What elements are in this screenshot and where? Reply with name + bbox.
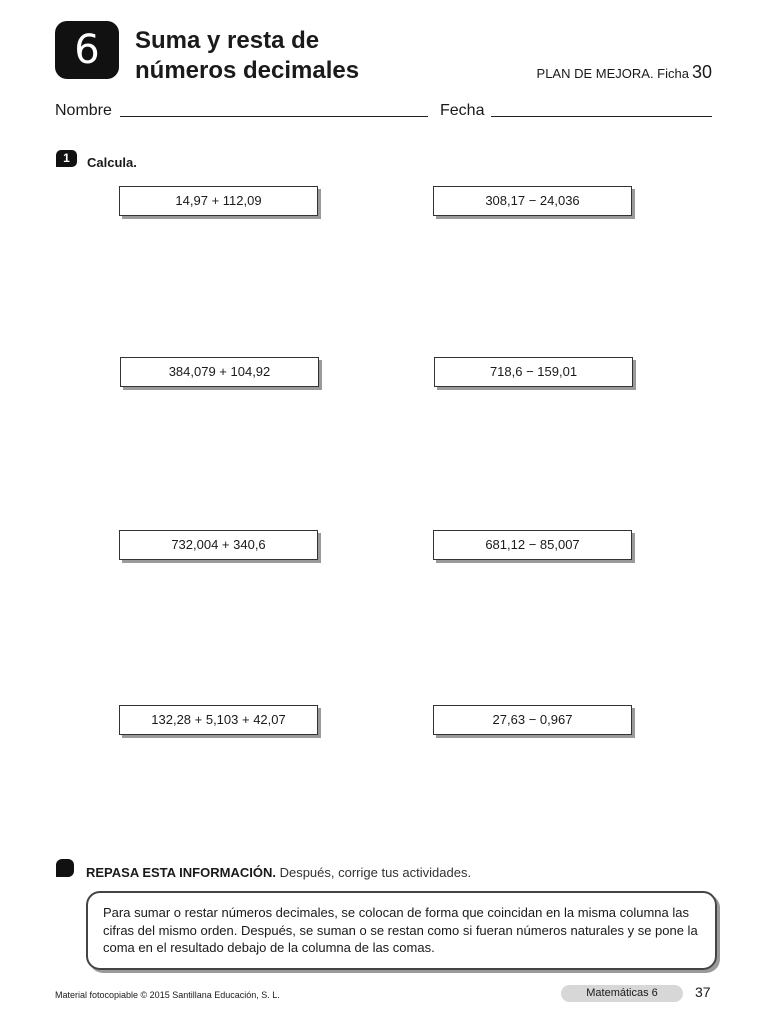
- review-subtitle: Después, corrige tus actividades.: [279, 865, 472, 880]
- operation-box: 27,63 − 0,967: [433, 705, 632, 735]
- info-box: Para sumar o restar números decimales, se colocan de forma que coincidan en la misma columna las cifras del mismo orden. Después, se suman o se restan como si fueran números naturales y se pone la coma en el resultado debajo de la columna de las comas.: [86, 891, 717, 970]
- review-badge: [56, 859, 74, 877]
- operation-box: 132,28 + 5,103 + 42,07: [119, 705, 318, 735]
- operation-box: 308,17 − 24,036: [433, 186, 632, 216]
- page-title: [135, 26, 515, 86]
- plan-label: [537, 62, 712, 83]
- operation-box: 681,12 − 85,007: [433, 530, 632, 560]
- title-line-2: números decimales: [135, 57, 360, 84]
- date-label: Fecha: [440, 102, 485, 119]
- exercise-number-badge: 1: [56, 150, 77, 167]
- review-title: REPASA ESTA INFORMACIÓN.: [86, 865, 276, 880]
- operation-box: 718,6 − 159,01: [434, 357, 633, 387]
- exercise-instruction: Calcula.: [87, 155, 137, 170]
- plan-text: PLAN DE MEJORA. Ficha: [536, 66, 689, 81]
- operation-box: 14,97 + 112,09: [119, 186, 318, 216]
- date-field-line[interactable]: [491, 116, 712, 117]
- review-heading: [86, 865, 471, 880]
- name-field-line[interactable]: [120, 116, 428, 117]
- name-label: Nombre: [55, 102, 112, 119]
- subject-label: Matemáticas 6: [561, 985, 683, 1002]
- copyright-text: Material fotocopiable © 2015 Santillana Educación, S. L.: [55, 990, 280, 1000]
- operation-box: 732,004 + 340,6: [119, 530, 318, 560]
- operation-box: 384,079 + 104,92: [120, 357, 319, 387]
- ficha-number: 30: [691, 62, 712, 82]
- unit-number-badge: 6: [55, 21, 119, 79]
- title-line-1: Suma y resta de: [135, 27, 320, 54]
- page-number: 37: [695, 984, 711, 1000]
